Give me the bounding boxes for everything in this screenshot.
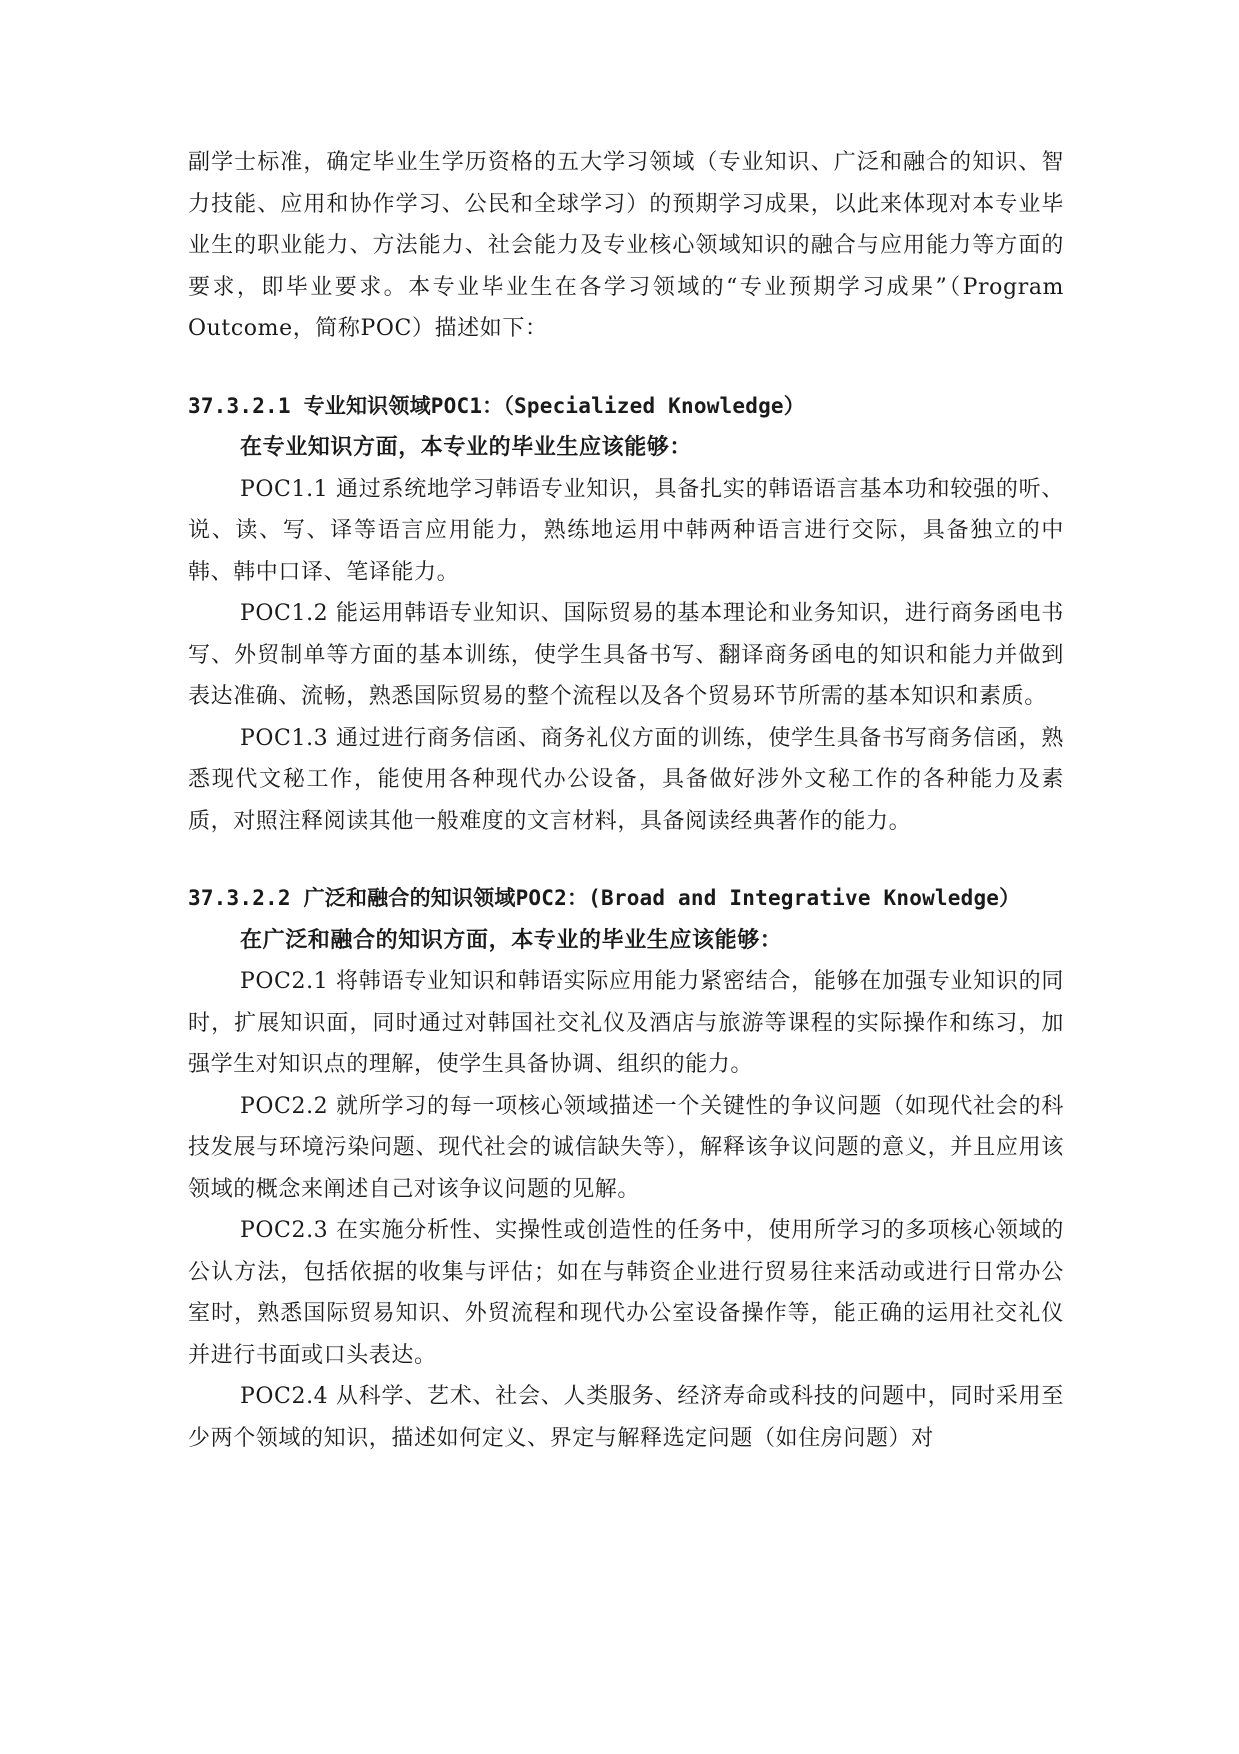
item-poc2-1: POC2.1 将韩语专业知识和韩语实际应用能力紧密结合，能够在加强专业知识的同时，扩展知识面，同时通过对韩国社交礼仪及酒店与旅游等课程的实际操作和练习，加强学生对知识点的理解，使学生具备协调、组织的能力。: [188, 969, 1064, 1077]
intro-paragraph: 副学士标准，确定毕业生学历资格的五大学习领域（专业知识、广泛和融合的知识、智力技能、应用和协作学习、公民和全球学习）的预期学习成果，以此来体现对本专业毕业生的职业能力、方法能力、社会能力及专业核心领域知识的融合与应用能力等方面的要求，即毕业要求。本专业毕业生在各学习领域的“专业预期学习成果”（Program Outcome，简称POC）描述如下：: [188, 150, 1064, 341]
item-poc2-2: POC2.2 就所学习的每一项核心领域描述一个关键性的争议问题（如现代社会的科技发展与环境污染问题、现代社会的诚信缺失等），解释该争议问题的意义，并且应用该领域的概念来阐述自己对该争议问题的见解。: [188, 1093, 1064, 1202]
section-subheading-poc1: 在专业知识方面，本专业的毕业生应该能够：: [240, 434, 693, 460]
item-poc2-4: POC2.4 从科学、艺术、社会、人类服务、经济寿命或科技的问题中，同时采用至少两个领域的知识，描述如何定义、界定与解释选定问题（如住房问题）对: [188, 1384, 1064, 1451]
section-subheading-poc2: 在广泛和融合的知识方面，本专业的毕业生应该能够：: [240, 926, 783, 953]
item-poc2-3: POC2.3 在实施分析性、实操性或创造性的任务中，使用所学习的多项核心领域的公认方法，包括依据的收集与评估；如在与韩资企业进行贸易往来活动或进行日常办公室时，熟悉国际贸易知识、外贸流程和现代办公室设备操作等，能正确的运用社交礼仪并进行书面或口头表达。: [188, 1218, 1064, 1368]
item-poc1-3: POC1.3 通过进行商务信函、商务礼仪方面的训练，使学生具备书写商务信函，熟悉现代文秘工作，能使用各种现代办公设备，具备做好涉外文秘工作的各种能力及素质，对照注释阅读其他一般难度的文言材料，具备阅读经典著作的能力。: [188, 725, 1064, 834]
item-poc1-1: POC1.1 通过系统地学习韩语专业知识，具备扎实的韩语语言基本功和较强的听、说、读、写、译等语言应用能力，熟练地运用中韩两种语言进行交际，具备独立的中韩、韩中口译、笔译能力。: [188, 476, 1064, 585]
document-body: [188, 142, 1064, 1459]
section-heading-poc1: 37.3.2.1 专业知识领域POC1：（Specialized Knowledge）: [188, 393, 805, 418]
section-heading-poc2: 37.3.2.2 广泛和融合的知识领域POC2：(Broad and Integrative Knowledge）: [188, 886, 1021, 910]
item-poc1-2: POC1.2 能运用韩语专业知识、国际贸易的基本理论和业务知识，进行商务函电书写、外贸制单等方面的基本训练，使学生具备书写、翻译商务函电的知识和能力并做到表达准确、流畅，熟悉国际贸易的整个流程以及各个贸易环节所需的基本知识和素质。: [188, 601, 1064, 709]
